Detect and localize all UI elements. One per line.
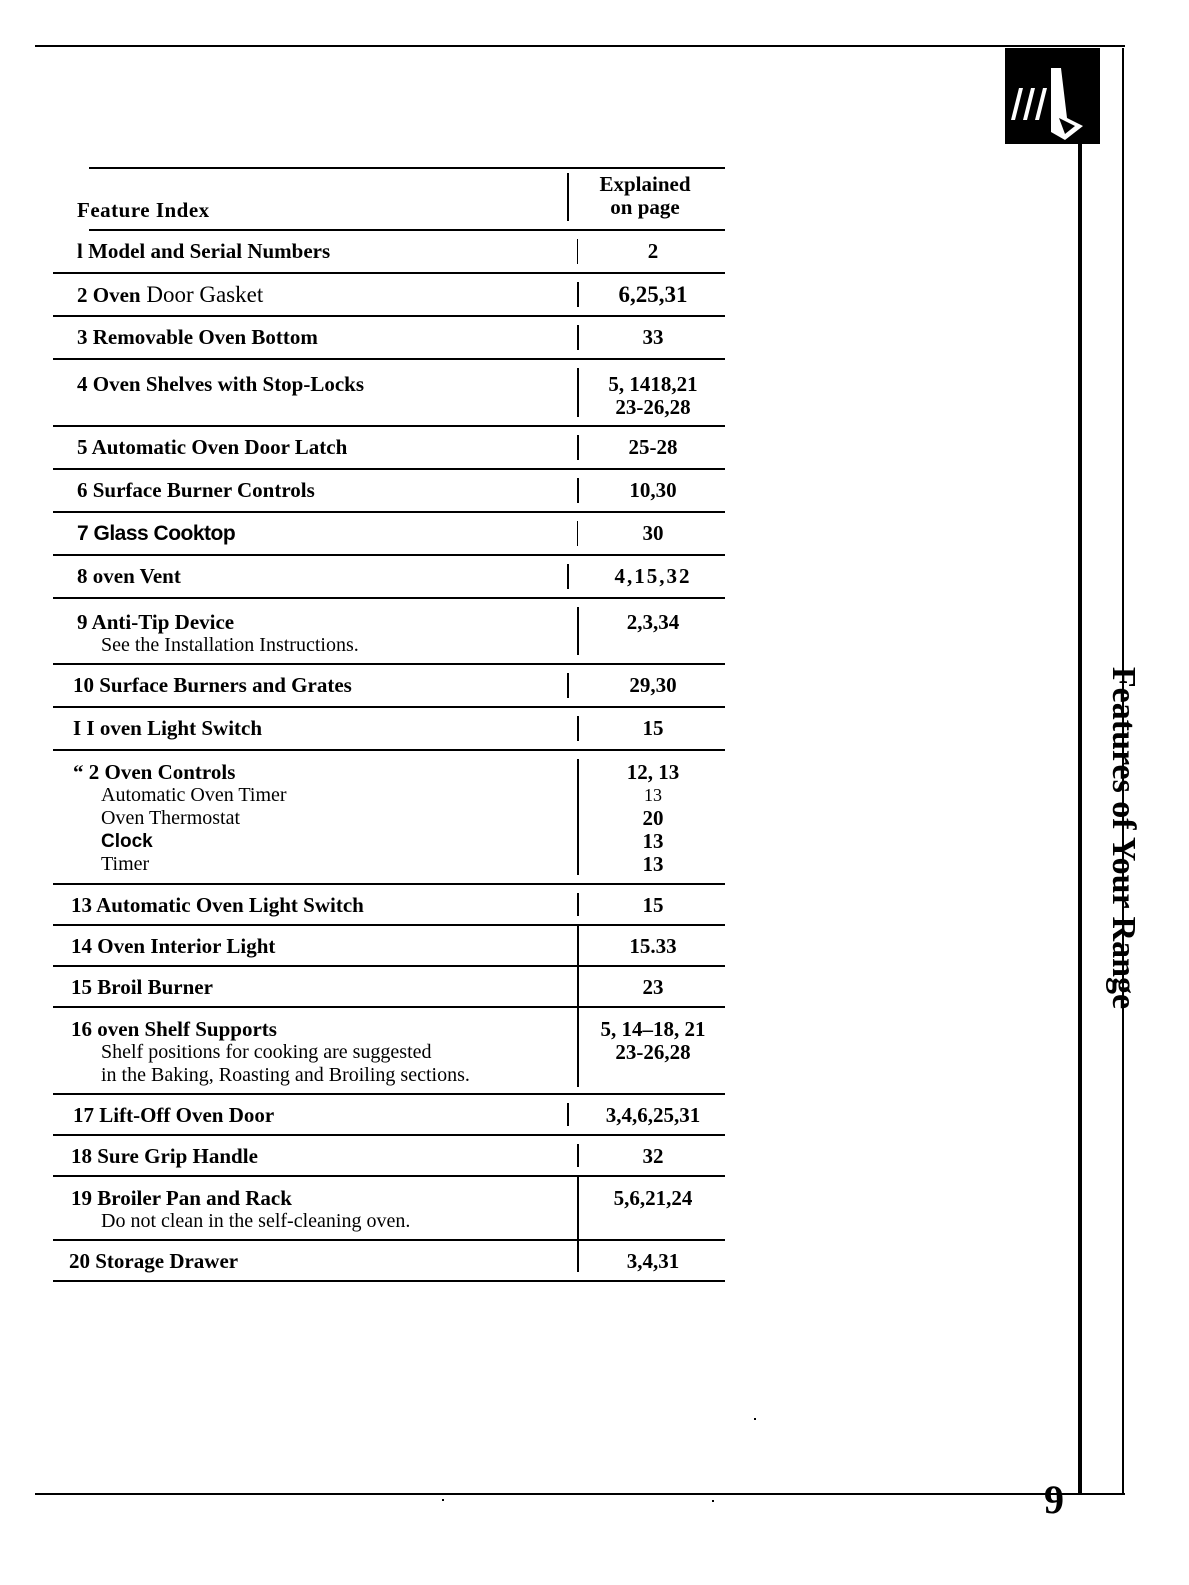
table-row [53, 885, 725, 926]
row-divider [577, 1177, 579, 1239]
feature-label: 3 Removable Oven Bottom [77, 325, 318, 349]
page-refs: 32 [642, 1144, 664, 1168]
page-refs: 25-28 [628, 435, 678, 459]
feature-label: 9 Anti-Tip Device [77, 610, 235, 634]
page-refs: 2 [647, 239, 659, 263]
table-row [53, 926, 725, 967]
page-refs: 2,3,34 [626, 610, 680, 634]
feature-label: 14 Oven Interior Light [71, 934, 276, 958]
table-header [77, 167, 725, 231]
bottom-rule [35, 1493, 1125, 1495]
table-row [53, 317, 725, 360]
page-refs: 30 [642, 521, 664, 545]
row-divider [577, 759, 579, 875]
feature-subitem: Clock [101, 831, 153, 852]
feature-subitem: Automatic Oven Timer [101, 784, 287, 806]
page-refs: 3,4,6,25,31 [605, 1103, 701, 1127]
page-refs: 4,15,32 [614, 564, 692, 588]
feature-label: 15 Broil Burner [71, 975, 213, 999]
page-refs: 12, 13 13 20 13 13 [626, 760, 680, 876]
row-divider [577, 1241, 579, 1272]
feature-label: l Model and Serial Numbers [77, 239, 331, 263]
table-row [53, 513, 725, 556]
row-divider [567, 1103, 569, 1126]
feature-note: Do not clean in the self-cleaning oven. [101, 1210, 411, 1232]
feature-label: 18 Sure Grip Handle [71, 1144, 258, 1168]
feature-note: See the Installation Instructions. [101, 634, 359, 656]
page-refs: 5, 1418,21 23-26,28 [608, 372, 698, 419]
scan-speck [712, 1500, 714, 1502]
feature-column-header: Feature Index [77, 198, 210, 222]
feature-label: 20 Storage Drawer [69, 1249, 239, 1273]
feature-label: “ 2 Oven Controls [73, 760, 236, 784]
feature-label: 7 Glass Cooktop [77, 522, 236, 545]
row-divider [577, 325, 579, 350]
table-row [53, 427, 725, 470]
feature-note: Shelf positions for cooking are suggested [101, 1041, 432, 1063]
row-divider [577, 893, 579, 916]
feature-subitem: Timer [101, 853, 150, 875]
row-divider [577, 607, 579, 655]
page-refs: 23 [642, 975, 664, 999]
page-refs: 15 [642, 716, 664, 740]
feature-label: 16 oven Shelf Supports [71, 1017, 277, 1041]
row-divider [577, 1144, 579, 1167]
feature-subitem: Oven Thermostat [101, 807, 241, 829]
feature-index-table [53, 167, 725, 1282]
table-row [53, 231, 725, 274]
table-row [53, 470, 725, 513]
page-refs: 15 [642, 893, 664, 917]
feature-label: 10 Surface Burners and Grates [73, 673, 352, 697]
feature-note: in the Baking, Roasting and Broiling sections. [101, 1064, 470, 1086]
table-row [53, 665, 725, 708]
table-row [53, 708, 725, 751]
side-rule-left [1078, 48, 1082, 1495]
table-row [53, 1136, 725, 1177]
table-row [53, 556, 725, 599]
table-row [53, 967, 725, 1008]
table-row [53, 1241, 725, 1282]
row-divider [567, 564, 569, 589]
row-divider [577, 521, 578, 546]
table-row [53, 360, 725, 427]
section-title-text: Features of Your Range [1104, 666, 1142, 1010]
table-row [53, 274, 725, 317]
table-row [53, 599, 725, 665]
feature-label: 13 Automatic Oven Light Switch [71, 893, 364, 917]
page-refs: 6,25,31 [618, 282, 688, 307]
row-divider [577, 368, 579, 417]
pages-column-header: Explained on page [599, 172, 691, 219]
row-divider [577, 239, 578, 264]
page-refs: 10,30 [629, 478, 677, 502]
table-row [53, 1008, 725, 1095]
feature-label: 17 Lift-Off Oven Door [73, 1103, 275, 1127]
scan-speck [754, 1418, 756, 1420]
section-title [1100, 48, 1145, 1510]
top-rule [35, 45, 1125, 47]
feature-label: 19 Broiler Pan and Rack [71, 1186, 292, 1210]
table-row [53, 1095, 725, 1136]
page-refs: 15.33 [629, 934, 677, 958]
row-divider [577, 282, 579, 307]
row-divider [577, 926, 579, 965]
feature-label: 8 oven Vent [77, 564, 181, 588]
table-row [53, 1177, 725, 1241]
page-refs: 5, 14–18, 21 23-26,28 [600, 1017, 706, 1064]
feature-label: 5 Automatic Oven Door Latch [77, 435, 348, 459]
page-number: 9 [1044, 1477, 1064, 1522]
page-refs: 33 [642, 325, 664, 349]
feature-label: 6 Surface Burner Controls [77, 478, 315, 502]
feature-label: I I oven Light Switch [73, 716, 263, 740]
header-divider [567, 173, 569, 221]
page-refs: 5,6,21,24 [613, 1186, 693, 1210]
feature-label: 2 Oven Door Gasket [77, 282, 264, 307]
row-divider [577, 478, 579, 503]
brand-hand-icon [1005, 48, 1100, 144]
row-divider [577, 716, 579, 741]
page-refs: 3,4,31 [626, 1249, 680, 1273]
row-divider [567, 673, 569, 698]
feature-label: 4 Oven Shelves with Stop-Locks [77, 372, 365, 396]
row-divider [577, 1008, 579, 1087]
page-refs: 29,30 [629, 673, 677, 697]
row-divider [577, 435, 579, 460]
row-divider [577, 967, 579, 1006]
table-row [53, 751, 725, 885]
scan-speck [442, 1499, 444, 1501]
